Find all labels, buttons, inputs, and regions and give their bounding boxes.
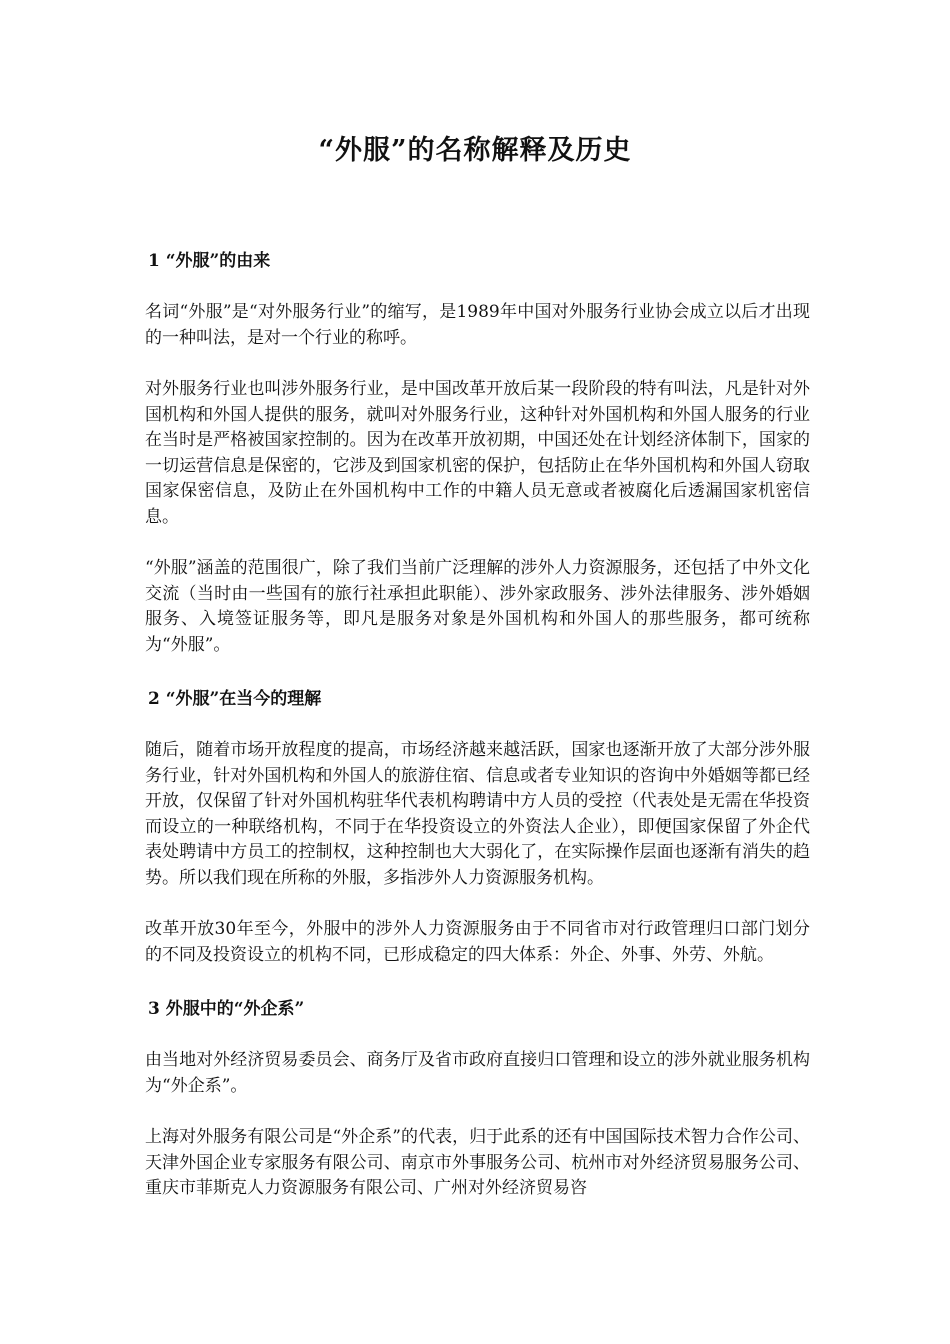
section-1 bbox=[145, 246, 810, 658]
paragraph: 由当地对外经济贸易委员会、商务厅及省市政府直接归口管理和设立的涉外就业服务机构为“外企系”。 bbox=[145, 1050, 810, 1096]
paragraph: 对外服务行业也叫涉外服务行业，是中国改革开放后某一段阶段的特有叫法，凡是针对外国机构和外国人提供的服务，就叫对外服务行业，这种针对外国机构和外国人服务的行业在当时是严格被国家控制的。因为在改革开放初期，中国还处在计划经济体制下，国家的一切运营信息是保密的，它涉及到国家机密的保护，包括防止在华外国机构和外国人窃取国家保密信息，及防止在外国机构中工作的中籍人员无意或者被腐化后透漏国家机密信息。 bbox=[145, 379, 810, 527]
section-3 bbox=[145, 994, 810, 1202]
document-body bbox=[145, 246, 810, 1228]
paragraph: 随后，随着市场开放程度的提高，市场经济越来越活跃，国家也逐渐开放了大部分涉外服务行业，针对外国机构和外国人的旅游住宿、信息或者专业知识的咨询中外婚姻等都已经开放，仅保留了针对外国机构驻华代表机构聘请中方人员的受控（代表处是无需在华投资而设立的一种联络机构，不同于在华投资设立的外资法人企业），即便国家保留了外企代表处聘请中方员工的控制权，这种控制也大大弱化了，在实际操作层面也逐渐有消失的趋势。所以我们现在所称的外服，多指涉外人力资源服务机构。 bbox=[145, 740, 810, 888]
paragraph: 上海对外服务有限公司是“外企系”的代表，归于此系的还有中国国际技术智力合作公司、天津外国企业专家服务有限公司、南京市外事服务公司、杭州市对外经济贸易服务公司、重庆市菲斯克人力资源服务有限公司、广州对外经济贸易咨 bbox=[145, 1127, 810, 1198]
paragraph: “外服”涵盖的范围很广，除了我们当前广泛理解的涉外人力资源服务，还包括了中外文化交流（当时由一些国有的旅行社承担此职能）、涉外家政服务、涉外法律服务、涉外婚姻服务、入境签证服务等，即凡是服务对象是外国机构和外国人的那些服务，都可统称为“外服”。 bbox=[145, 558, 810, 655]
paragraph: 改革开放30年至今，外服中的涉外人力资源服务由于不同省市对行政管理归口部门划分的不同及投资设立的机构不同，已形成稳定的四大体系：外企、外事、外劳、外航。 bbox=[145, 919, 810, 965]
paragraph: 名词“外服”是“对外服务行业”的缩写，是1989年中国对外服务行业协会成立以后才出现的一种叫法，是对一个行业的称呼。 bbox=[145, 302, 810, 348]
section-2 bbox=[145, 684, 810, 968]
section-heading: 2 “外服”在当今的理解 bbox=[148, 689, 322, 709]
section-heading: 1 “外服”的由来 bbox=[148, 251, 271, 271]
section-heading: 3 外服中的“外企系” bbox=[148, 999, 305, 1019]
document-title: “外服”的名称解释及历史 bbox=[318, 135, 632, 166]
